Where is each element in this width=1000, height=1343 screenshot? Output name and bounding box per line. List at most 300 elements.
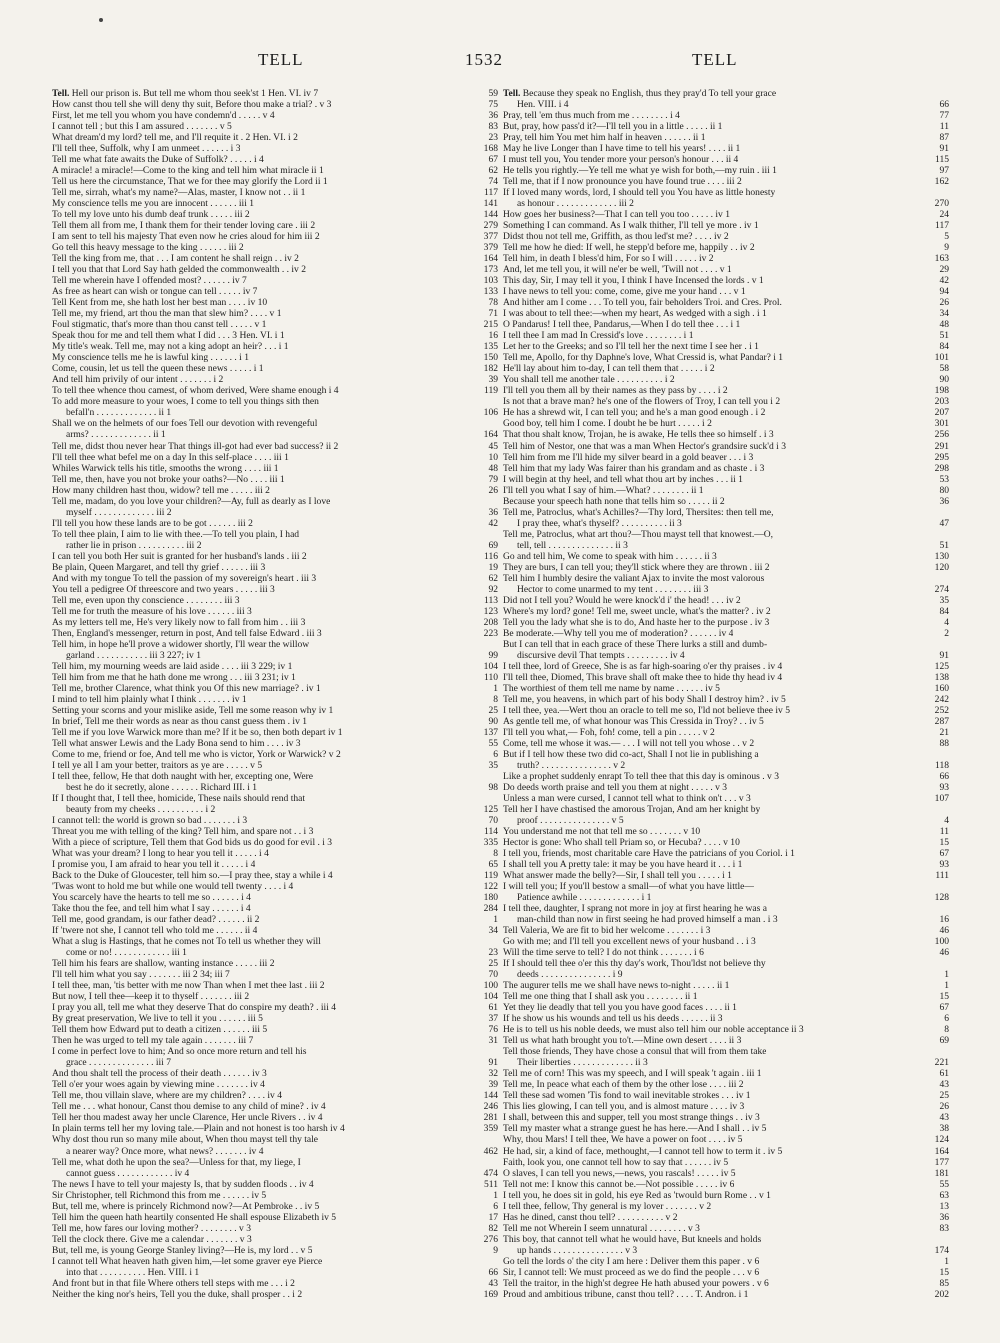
entry-text: I am sent to tell his majesty That even now he cries aloud for him iii 2 — [52, 231, 320, 243]
line-number: 291 — [934, 440, 949, 452]
line-number: 31 — [488, 1035, 498, 1047]
line-number: 90 — [939, 374, 949, 386]
line-number: 51 — [939, 330, 949, 342]
line-number: 107 — [934, 793, 949, 804]
right-column — [503, 88, 949, 1300]
line-number: 110 — [484, 671, 498, 683]
entry-text: Come to me, friend or foe, And tell me who is victor, York or Warwick? v 2 — [52, 748, 341, 760]
line-number: 182 — [483, 363, 498, 375]
line-number: 99 — [488, 649, 498, 661]
concordance-entry — [503, 363, 949, 374]
concordance-entry — [52, 496, 498, 507]
entry-text: Go with me; and I'll tell you excellent news of your husband . . i 3 — [503, 936, 756, 948]
entry-text: Patience awhile . . . . . . . . . . . . . i 1 — [517, 892, 652, 904]
entry-text: I will tell you; If you'll bestow a small—of what you have little— — [503, 881, 754, 893]
line-number: 36 — [488, 110, 498, 122]
entry-text: I'll tell thee, Diomed, This brave shall oft make thee to hide thy head iv 4 — [503, 671, 783, 683]
entry-text: Tell him of Nestor, one that was a man When Hector's grandsire suck'd i 3 — [503, 440, 786, 452]
concordance-entry — [503, 297, 949, 308]
entry-text: Tell her I have chastised the amorous Trojan, And am her knight by — [503, 804, 761, 816]
entry-text: I tell you, friends, most charitable care Have the patricians of you Coriol. i 1 — [503, 848, 795, 860]
line-number: 69 — [939, 1035, 949, 1047]
concordance-entry — [52, 914, 498, 925]
concordance-entry — [52, 518, 498, 529]
entry-text: I tell thee, fellow, Thy general is my lover . . . . . . . v 2 — [503, 1200, 712, 1212]
concordance-entry — [52, 628, 498, 639]
line-number: 101 — [934, 352, 949, 364]
entry-text: I'll tell thee what befel me on a day In this self-place . . . . iii 1 — [52, 451, 289, 463]
concordance-entry — [503, 1134, 949, 1145]
concordance-entry — [503, 705, 949, 716]
concordance-entry — [503, 727, 949, 738]
line-number: 181 — [934, 1167, 949, 1179]
entry-text: May he live Longer than I have time to tell his years! . . . . ii 1 — [503, 143, 741, 155]
concordance-entry — [52, 154, 498, 165]
entry-text: Tell. Because they speak no English, thus they pray'd To tell your grace — [503, 88, 777, 99]
line-number: 35 — [488, 759, 498, 771]
entry-text: This boy, that cannot tell what he would have, But kneels and holds — [503, 1233, 762, 1245]
entry-text: Tell him that my lady Was fairer than his grandam and as chaste . i 3 — [503, 462, 765, 474]
entry-text: tell, tell . . . . . . . . . . . . . . ii 3 — [517, 539, 628, 551]
line-number: 295 — [934, 451, 949, 463]
entry-text: discursive devil That tempts . . . . . . . . . iv 4 — [517, 649, 685, 661]
concordance-entry — [52, 1134, 498, 1145]
concordance-entry — [503, 1146, 949, 1157]
concordance-entry — [52, 1157, 498, 1168]
entry-text: I shall tell you A pretty tale: it may be you have heard it . . . i 1 — [503, 859, 743, 871]
entry-text: Something I can command. As I walk thither, I'll tell ye more . iv 1 — [503, 220, 759, 232]
entry-text: I will begin at thy heel, and tell what thou art by inches . . . ii 1 — [503, 473, 743, 485]
line-number: 106 — [483, 407, 498, 419]
entry-text: Tell the traitor, in the high'st degree He hath abused your powers . v 6 — [503, 1277, 769, 1289]
line-number: 359 — [483, 1123, 498, 1135]
line-number: 83 — [488, 121, 498, 133]
entry-text: best he do it secretly, alone . . . . . . Richard III. i 1 — [66, 781, 258, 793]
line-number: 87 — [939, 132, 949, 144]
line-number: 130 — [934, 550, 949, 562]
concordance-entry — [52, 958, 498, 969]
entry-text: To tell my love unto his dumb deaf trunk . . . . . iii 2 — [52, 209, 250, 221]
line-number: 93 — [939, 859, 949, 871]
concordance-entry — [52, 870, 498, 881]
entry-text: myself . . . . . . . . . . . . . iii 2 — [66, 506, 172, 518]
headword: Tell. — [503, 88, 521, 99]
line-number: 128 — [934, 892, 949, 904]
line-number: 256 — [934, 429, 949, 441]
concordance-entry — [52, 1090, 498, 1101]
concordance-entry — [503, 1112, 949, 1123]
concordance-entry — [52, 826, 498, 837]
entry-text: I pray you all, tell me what they deserve That do conspire my death? . iii 4 — [52, 1002, 337, 1014]
concordance-entry — [52, 209, 498, 220]
concordance-entry — [52, 1146, 498, 1157]
entry-text: Tell you the lady what she is to do, And haste her to the purpose . iv 3 — [503, 616, 770, 628]
concordance-entry — [503, 925, 949, 936]
entry-text: Tell me, what doth he upon the sea?—Unless for that, my liege, I — [52, 1156, 301, 1168]
line-number: 61 — [939, 1068, 949, 1080]
line-number: 71 — [488, 308, 498, 320]
line-number: 91 — [939, 649, 949, 661]
line-number: 168 — [483, 143, 498, 155]
line-number: 37 — [488, 1013, 498, 1025]
line-number: 69 — [488, 539, 498, 551]
line-number: 29 — [939, 264, 949, 276]
concordance-entry — [503, 463, 949, 474]
concordance-entry — [503, 903, 949, 914]
line-number: 39 — [488, 374, 498, 386]
entry-text: He is to tell us his noble deeds, we must also tell him our noble acceptance ii 3 — [503, 1024, 804, 1036]
entry-text: I must tell you, You tender more your person's honour . . . ii 4 — [503, 154, 739, 166]
concordance-entry — [52, 584, 498, 595]
entry-text: I cannot tell ; but this I am assured . . . . . . . v 5 — [52, 121, 232, 133]
line-number: 39 — [488, 1079, 498, 1091]
line-number: 16 — [488, 330, 498, 342]
line-number: 9 — [944, 242, 949, 254]
concordance-entry — [52, 330, 498, 341]
line-number: 25 — [488, 704, 498, 716]
entry-text: Tell me, you heavens, in which part of his body Shall I destroy him? . iv 5 — [503, 693, 786, 705]
concordance-entry — [52, 507, 498, 518]
entry-text: I'll tell you how these lands are to be got . . . . . . iii 2 — [52, 517, 253, 529]
concordance-entry — [503, 760, 949, 771]
line-number: 79 — [488, 473, 498, 485]
line-number: 34 — [488, 925, 498, 937]
concordance-entry — [503, 826, 949, 837]
entry-text: He has a shrewd wit, I can tell you; and he's a man good enough . i 2 — [503, 407, 766, 419]
line-number: 8 — [493, 848, 498, 860]
concordance-entry — [52, 1068, 498, 1079]
line-number: 93 — [939, 781, 949, 793]
entry-text: Be moderate.—Why tell you me of moderation? . . . . . . iv 4 — [503, 627, 734, 639]
line-number: 88 — [939, 737, 949, 749]
entry-text: My conscience tells me you are innocent . . . . . . iii 1 — [52, 198, 255, 210]
concordance-entry — [503, 936, 949, 947]
line-number: 120 — [934, 561, 949, 573]
line-number: 65 — [488, 859, 498, 871]
line-number: 66 — [488, 1266, 498, 1278]
concordance-entry — [52, 441, 498, 452]
entry-text: man-child than now in first seeing he had proved himself a man . i 3 — [517, 914, 778, 926]
concordance-entry — [503, 231, 949, 242]
line-number: 1 — [944, 1255, 949, 1267]
entry-text: Shall we on the helmets of our foes Tell our devotion with revengeful — [52, 418, 318, 430]
line-number: 116 — [484, 550, 498, 562]
entry-text: Let her to the Greeks; and so I'll tell her the next time I see her . i 1 — [503, 341, 759, 353]
concordance-entry — [52, 1289, 498, 1300]
concordance-entry — [503, 947, 949, 958]
concordance-entry — [503, 980, 949, 991]
entry-text: I'll tell thee, Suffolk, why I am unmeet . . . . . . i 3 — [52, 143, 241, 155]
line-number: 94 — [939, 286, 949, 298]
concordance-entry — [52, 573, 498, 584]
concordance-entry — [52, 143, 498, 154]
line-number: 16 — [939, 914, 949, 926]
line-number: 298 — [934, 462, 949, 474]
entry-text: Come, cousin, let us tell the queen these news . . . . . i 1 — [52, 363, 264, 375]
line-number: 8 — [944, 1024, 949, 1036]
line-number: 85 — [939, 1277, 949, 1289]
entry-text: Where's my lord? gone! Tell me, sweet uncle, what's the matter? . iv 2 — [503, 605, 771, 617]
line-number: 91 — [488, 1057, 498, 1069]
line-number: 279 — [483, 220, 498, 232]
concordance-entry — [503, 573, 949, 584]
line-number: 6 — [493, 1200, 498, 1212]
concordance-entry — [52, 253, 498, 264]
entry-text: I'll tell you what,— Foh, foh! come, tell a pin . . . . . v 2 — [503, 726, 715, 738]
entry-text: beauty from my cheeks . . . . . . . . . . i 2 — [66, 804, 216, 816]
line-number: 511 — [484, 1178, 498, 1190]
entry-text: As free as heart can wish or tongue can tell . . . . . iv 7 — [52, 286, 258, 298]
left-column — [52, 88, 498, 1300]
entry-text: Did not I tell you? Would he were knock'd i' the head! . . . iv 2 — [503, 594, 741, 606]
concordance-entry — [503, 496, 949, 507]
concordance-entry — [52, 363, 498, 374]
line-number: 36 — [488, 506, 498, 518]
line-number: 2 — [944, 627, 949, 639]
header-right-keyword: TELL — [692, 50, 738, 69]
line-number: 55 — [939, 1178, 949, 1190]
line-number: 45 — [488, 440, 498, 452]
line-number: 24 — [939, 209, 949, 221]
concordance-entry — [52, 418, 498, 429]
line-number: 335 — [483, 837, 498, 849]
entry-text: Whiles Warwick tells his title, smooths the wrong . . . . iii 1 — [52, 462, 279, 474]
line-number: 21 — [939, 726, 949, 738]
entry-text: rather lie in prison . . . . . . . . . . iii 2 — [66, 539, 202, 551]
concordance-entry — [52, 1267, 498, 1278]
line-number: 150 — [483, 352, 498, 364]
concordance-entry — [503, 1024, 949, 1035]
concordance-entry — [503, 1168, 949, 1179]
entry-text: Tell. Hell our prison is. But tell me whom thou seek'st 1 Hen. VI. iv 7 — [52, 88, 319, 99]
concordance-entry — [52, 947, 498, 958]
line-number: 84 — [939, 341, 949, 353]
concordance-entry — [503, 870, 949, 881]
concordance-entry — [503, 1035, 949, 1046]
concordance-entry — [52, 661, 498, 672]
concordance-entry — [503, 815, 949, 826]
concordance-entry — [52, 407, 498, 418]
line-number: 1 — [944, 980, 949, 992]
concordance-entry — [52, 165, 498, 176]
entry-text: Hector to come unarmed to my tent . . . . . . . . iii 3 — [517, 583, 709, 595]
entry-text: Tell him, my mourning weeds are laid aside . . . . iii 3 229; iv 1 — [52, 660, 293, 672]
concordance-entry — [503, 1278, 949, 1289]
concordance-entry — [503, 518, 949, 529]
line-number: 114 — [484, 826, 498, 838]
entry-text: Tell the clock there. Give me a calendar . . . . . . . v 3 — [52, 1233, 252, 1245]
line-number: 113 — [484, 594, 498, 606]
concordance-entry — [503, 418, 949, 429]
concordance-entry — [503, 595, 949, 606]
print-mark — [99, 18, 103, 22]
entry-text: Tell me not Wherein I seem unnatural . . . . . . . . v 3 — [503, 1222, 700, 1234]
concordance-entry — [503, 738, 949, 749]
entry-text: I have news to tell you: come, come, give me your hand . . . v 1 — [503, 286, 746, 298]
line-number: 301 — [934, 418, 949, 430]
concordance-entry — [52, 231, 498, 242]
line-number: 32 — [488, 1068, 498, 1080]
line-number: 36 — [939, 495, 949, 507]
line-number: 119 — [484, 385, 498, 397]
entry-text: If I should tell thee o'er this thy day's work, Thou'ldst not believe thy — [503, 958, 766, 970]
concordance-entry — [52, 771, 498, 782]
concordance-entry — [503, 121, 949, 132]
concordance-entry — [503, 319, 949, 330]
line-number: 242 — [934, 693, 949, 705]
line-number: 46 — [939, 947, 949, 959]
line-number: 174 — [934, 1244, 949, 1256]
line-number: 36 — [939, 1211, 949, 1223]
entry-text: And hither am I come . . . To tell you, fair beholders Troi. and Cres. Prol. — [503, 297, 782, 309]
concordance-entry — [503, 132, 949, 143]
concordance-entry — [503, 782, 949, 793]
entry-text: I cannot tell: the world is grown so bad . . . . . . . i 3 — [52, 815, 248, 827]
entry-text: But, tell me, is young George Stanley living?—He is, my lord . . v 5 — [52, 1244, 313, 1256]
line-number: 34 — [939, 308, 949, 320]
line-number: 135 — [483, 341, 498, 353]
line-number: 91 — [939, 143, 949, 155]
entry-text: What was your dream? I long to hear you tell it . . . . . i 4 — [52, 848, 269, 860]
concordance-entry — [52, 738, 498, 749]
concordance-entry — [52, 1101, 498, 1112]
entry-text: I'll tell him what you say . . . . . . . iii 2 34; iii 7 — [52, 969, 230, 981]
entry-text: But if I tell how these two did co-act, Shall I not lie in publishing a — [503, 748, 759, 760]
line-number: 25 — [488, 958, 498, 970]
entry-text: What answer made the belly?—Sir, I shall tell you . . . . . i 1 — [503, 870, 732, 882]
concordance-entry — [52, 1079, 498, 1090]
entry-text: My conscience tells me he is lawful king . . . . . . i 1 — [52, 352, 249, 364]
entry-text: And, let me tell you, it will ne'er be well, 'Twill not . . . . v 1 — [503, 264, 732, 276]
concordance-entry — [503, 407, 949, 418]
line-number: 26 — [939, 1101, 949, 1113]
line-number: 47 — [939, 517, 949, 529]
entry-text: truth? . . . . . . . . . . . . . . . v 2 — [517, 759, 626, 771]
entry-text: Tell me for truth the measure of his love . . . . . . iii 3 — [52, 605, 252, 617]
line-number: 180 — [483, 892, 498, 904]
concordance-entry — [52, 969, 498, 980]
entry-text: I tell thee, man, 'tis better with me now Than when I met thee last . iii 2 — [52, 980, 325, 992]
concordance-entry — [503, 804, 949, 815]
concordance-entry — [52, 286, 498, 297]
line-number: 133 — [483, 286, 498, 298]
line-number: 144 — [483, 1090, 498, 1102]
entry-text: Tell the king from me, that . . . I am content he shall reign . . iv 2 — [52, 253, 299, 265]
concordance-entry — [503, 969, 949, 980]
line-number: 160 — [934, 682, 949, 694]
line-number: 11 — [939, 121, 949, 133]
line-number: 8 — [493, 693, 498, 705]
entry-text: O slaves, I can tell you news,—news, you rascals! . . . . . iv 5 — [503, 1167, 736, 1179]
line-number: 4 — [944, 616, 949, 628]
concordance-entry — [52, 1046, 498, 1057]
entry-text: Unless a man were cursed, I cannot tell what to think on't . . . v 3 — [503, 793, 751, 804]
concordance-entry — [52, 694, 498, 705]
line-number: 287 — [934, 715, 949, 727]
line-number: 144 — [483, 209, 498, 221]
line-number: 117 — [935, 220, 949, 232]
entry-text: Hector is gone: Who shall tell Priam so, or Hecuba? . . . . v 10 — [503, 837, 740, 849]
line-number: 6 — [493, 748, 498, 760]
concordance-entry — [503, 848, 949, 859]
line-number: 276 — [483, 1233, 498, 1245]
entry-text: They are burs, I can tell you; they'll stick where they are thrown . iii 2 — [503, 561, 770, 573]
concordance-entry — [52, 99, 498, 110]
line-number: 38 — [939, 1123, 949, 1135]
entry-text: How canst thou tell she will deny thy suit, Before thou make a trial? . v 3 — [52, 99, 332, 111]
entry-text: Pray, tell him You met him half in heaven . . . . . . ii 1 — [503, 132, 706, 144]
concordance-entry — [503, 672, 949, 683]
entry-text: But, tell me, where is princely Richmond now?—At Pembroke . . iv 5 — [52, 1200, 320, 1212]
entry-text: Their liberties . . . . . . . . . . . . . ii 3 — [517, 1057, 648, 1069]
line-number: 70 — [488, 815, 498, 827]
line-number: 474 — [483, 1167, 498, 1179]
line-number: 70 — [488, 969, 498, 981]
line-number: 270 — [934, 198, 949, 210]
entry-text: You scarcely have the hearts to tell me so . . . . . . i 4 — [52, 892, 251, 904]
concordance-entry — [503, 859, 949, 870]
concordance-entry — [52, 385, 498, 396]
entry-text: He'll lay about him to-day, I can tell them that . . . . . i 2 — [503, 363, 715, 375]
entry-text: Why, thou Mars! I tell thee, We have a power on foot . . . . iv 5 — [503, 1134, 743, 1146]
concordance-entry — [503, 341, 949, 352]
entry-text: I tell thee, fellow, He that doth naught with her, excepting one, Were — [52, 770, 314, 782]
concordance-entry — [503, 793, 949, 804]
concordance-entry — [503, 396, 949, 407]
line-number: 97 — [939, 165, 949, 177]
concordance-entry — [503, 914, 949, 925]
line-number: 164 — [483, 253, 498, 265]
line-number: 43 — [488, 1277, 498, 1289]
entry-text: I tell thee, yea.—Wert thou an oracle to tell me so, I'ld not believe thee iv 5 — [503, 704, 790, 716]
entry-text: Foul stigmatic, that's more than thou canst tell . . . . . v 1 — [52, 319, 267, 331]
concordance-entry — [52, 650, 498, 661]
concordance-entry — [503, 661, 949, 672]
concordance-entry — [52, 672, 498, 683]
concordance-entry — [52, 892, 498, 903]
concordance-entry — [503, 143, 949, 154]
concordance-entry — [503, 385, 949, 396]
line-number: 103 — [483, 275, 498, 287]
entry-text: Tell me, Patroclus, what art thou?—Thou mayst tell that knowest.—O, — [503, 528, 774, 540]
entry-text: Tell me, thou villain slave, where are my children? . . . . iv 4 — [52, 1090, 282, 1102]
concordance-entry — [503, 1013, 949, 1024]
concordance-entry — [52, 1190, 498, 1201]
concordance-entry — [503, 1289, 949, 1300]
line-number: 274 — [934, 583, 949, 595]
line-number: 173 — [483, 264, 498, 276]
entry-text: What a slug is Hastings, that he comes not To tell us whether they will — [52, 936, 321, 948]
entry-text: Tell me what fate awaits the Duke of Suffolk? . . . . . i 4 — [52, 154, 264, 166]
line-number: 58 — [939, 363, 949, 375]
concordance-entry — [52, 220, 498, 231]
concordance-entry — [52, 121, 498, 132]
line-number: 59 — [488, 88, 498, 99]
entry-text: As gentle tell me, of what honour was This Cressida in Troy? . . iv 5 — [503, 715, 764, 727]
entry-text: He had, sir, a kind of face, methought,—I cannot tell how to term it . iv 5 — [503, 1145, 783, 1157]
entry-text: Tell them how Edward put to death a citizen . . . . . . iii 5 — [52, 1024, 268, 1036]
line-number: 23 — [488, 132, 498, 144]
line-number: 78 — [488, 297, 498, 309]
line-number: 104 — [483, 660, 498, 672]
entry-text: You tell a pedigree Of threescore and two years . . . . . iii 3 — [52, 583, 275, 595]
entry-text: Faith, look you, one cannot tell how to say that . . . . . . iv 5 — [503, 1156, 729, 1168]
entry-text: Come, tell me whose it was.— . . . I will not tell you whose . . v 2 — [503, 737, 755, 749]
entry-text: Do deeds worth praise and tell you them at night . . . . . v 3 — [503, 781, 728, 793]
line-number: 15 — [939, 837, 949, 849]
line-number: 246 — [483, 1101, 498, 1113]
entry-text: Tell my master what a strange guest he has here.—And I shall . . iv 5 — [503, 1123, 767, 1135]
